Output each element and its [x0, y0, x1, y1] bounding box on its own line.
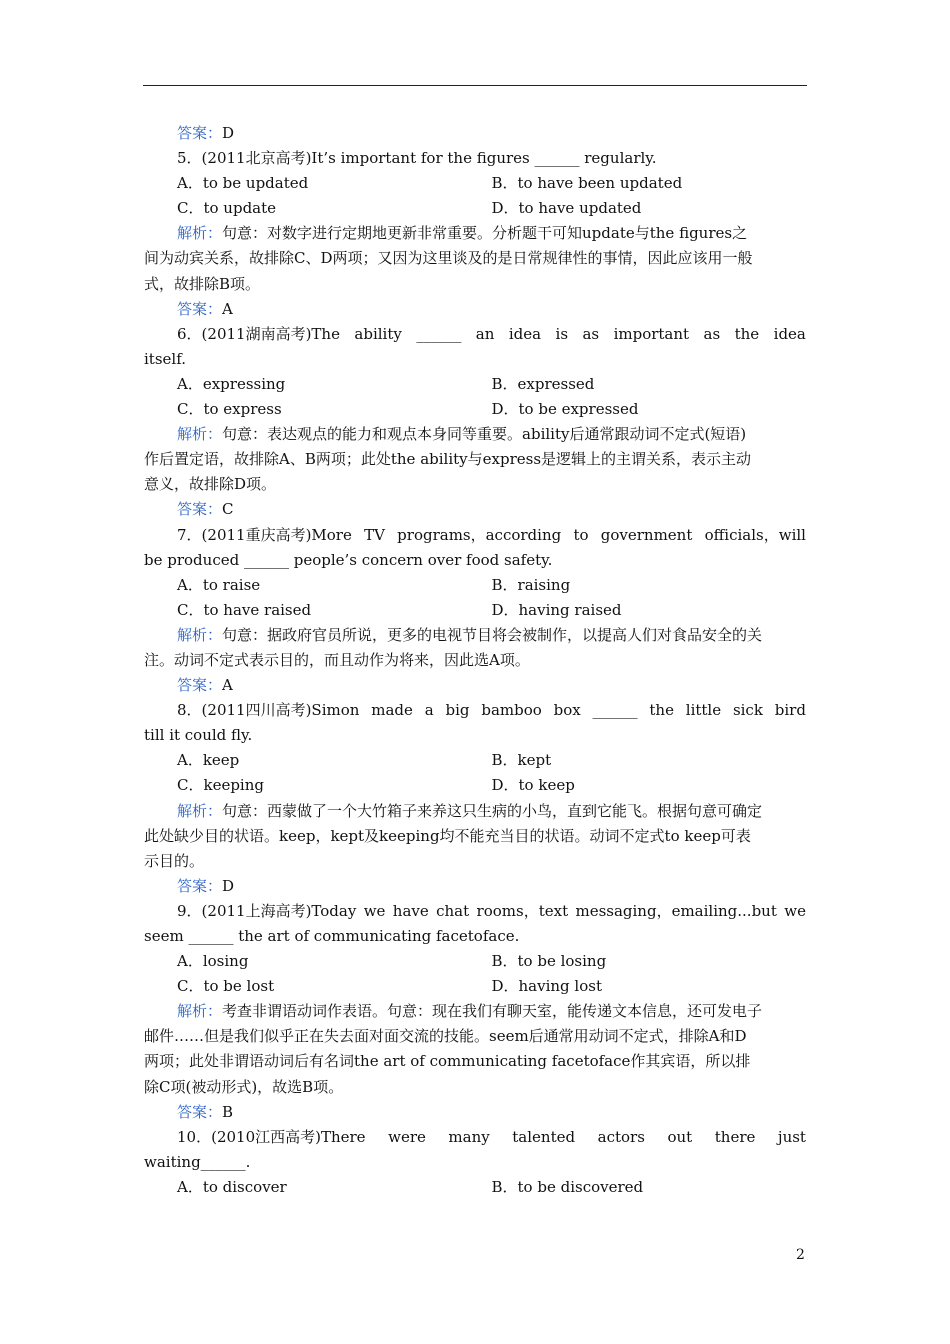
explanation-text: 句意：据政府官员所说，更多的电视节目将会被制作，以提高人们对食品安全的关: [222, 625, 763, 644]
explanation-line: [144, 472, 806, 497]
answer-value: A: [222, 299, 233, 318]
header-rule: [143, 85, 807, 86]
answer-line: [144, 1100, 806, 1125]
answer-value: D: [222, 876, 235, 895]
answer-label: 答案：: [177, 876, 223, 895]
answer-line: [144, 121, 806, 146]
answer-label: 答案：: [177, 124, 223, 142]
explanation-text: 句意：对数字进行定期地更新非常重要。分析题干可知update与the figures之: [222, 224, 748, 243]
explanation-line: [144, 849, 806, 874]
option: D．having raised: [491, 600, 622, 619]
explanation-text: 句意：西蒙做了一个大竹箱子来养这只生病的小鸟，直到它能飞。根据句意可确定: [222, 801, 763, 820]
explanation-line: [144, 1049, 806, 1074]
option-row: [144, 598, 806, 623]
explanation-text: 此处缺少目的状语。keep，kept及keeping均不能充当目的状语。动词不定式to keep可表: [144, 826, 751, 845]
question-stem: 9．(2011上海高考)Today we have chat rooms，text messaging，emailing...but we: [177, 901, 806, 920]
explanation-label: 解析：: [177, 224, 223, 243]
option: B．to be losing: [491, 952, 607, 971]
question-stem: 6．(2011湖南高考)The ability ______ an idea is as important as the idea: [177, 324, 806, 343]
option: A．to raise: [177, 575, 261, 594]
option: A．losing: [177, 952, 249, 971]
question-stem-cont: seem ______ the art of communicating facetoface.: [144, 927, 520, 945]
explanation-text: 两项；此处非谓语动词后有名词the art of communicating facetoface作其宾语，所以排: [144, 1052, 751, 1071]
option-row: [144, 196, 806, 221]
answer-label: 答案：: [177, 1102, 223, 1121]
explanation-line: [144, 1075, 806, 1100]
option-row: [144, 1175, 806, 1200]
explanation-line: [144, 648, 806, 673]
explanation-text: 作后置定语，故排除A、B两项；此处the ability与express是逻辑上的主谓关系，表示主动: [144, 450, 752, 469]
explanation-line: [144, 999, 806, 1024]
explanation-text: 间为动宾关系，故排除C、D两项；又因为这里谈及的是日常规律性的事情，因此应该用一般: [144, 249, 753, 268]
option: B．to have been updated: [491, 174, 683, 193]
explanation-line: [144, 447, 806, 472]
option-row: [144, 372, 806, 397]
option: C．keeping: [177, 776, 264, 795]
explanation-label: 解析：: [177, 801, 223, 820]
option: B．expressed: [491, 374, 595, 393]
explanation-line: [144, 221, 806, 246]
question-stem-cont: be produced ______ people’s concern over food safety.: [144, 550, 553, 569]
option-row: [144, 397, 806, 422]
answer-line: [144, 874, 806, 899]
answer-value: A: [222, 676, 233, 695]
option: C．to update: [177, 199, 277, 218]
option-row: [144, 949, 806, 974]
explanation-text: 除C项(被动形式)，故选B项。: [144, 1077, 344, 1096]
question-stem-cont: waiting______.: [144, 1152, 251, 1171]
document-body: [144, 121, 806, 1200]
question-stem: 8．(2011四川高考)Simon made a big bamboo box ______ the little sick bird: [177, 701, 806, 720]
explanation-text: 注。动词不定式表示目的，而且动作为将来，因此选A项。: [144, 650, 530, 669]
question-stem-cont: till it could fly.: [144, 726, 253, 745]
option: C．to express: [177, 400, 282, 419]
option: A．to discover: [177, 1177, 287, 1196]
explanation-text: 考查非谓语动词作表语。句意：现在我们有聊天室，能传递文本信息，还可发电子: [222, 1002, 763, 1021]
explanation-line: [144, 246, 806, 271]
option: C．to have raised: [177, 600, 312, 619]
explanation-label: 解析：: [177, 1002, 223, 1021]
question-stem: 10．(2010江西高考)There were many talented actors out there just: [177, 1127, 806, 1146]
explanation-line: [144, 799, 806, 824]
option-row: [144, 748, 806, 773]
answer-line: [144, 673, 806, 698]
question-stem: 5．(2011北京高考)It’s important for the figures ______ regularly.: [177, 149, 657, 168]
option: A．expressing: [177, 374, 286, 393]
option: B．kept: [491, 751, 552, 770]
answer-label: 答案：: [177, 299, 223, 318]
option: B．to be discovered: [491, 1177, 644, 1196]
explanation-line: [144, 623, 806, 648]
explanation-text: 邮件……但是我们似乎正在失去面对面交流的技能。seem后通常用动词不定式，排除A和D: [144, 1027, 747, 1046]
explanation-line: [144, 824, 806, 849]
explanation-text: 式，故排除B项。: [144, 274, 261, 293]
answer-line: [144, 297, 806, 322]
option-row: [144, 974, 806, 999]
option: A．to be updated: [177, 174, 309, 193]
option: D．having lost: [491, 977, 602, 996]
explanation-text: 示目的。: [144, 851, 205, 870]
answer-value: D: [222, 124, 235, 142]
question-stem: 7．(2011重庆高考)More TV programs，according to government officials，will: [177, 525, 806, 544]
page-number: 2: [796, 1247, 805, 1263]
option-row: [144, 573, 806, 598]
answer-label: 答案：: [177, 676, 223, 695]
explanation-label: 解析：: [177, 425, 223, 444]
answer-label: 答案：: [177, 500, 223, 519]
option: C．to be lost: [177, 977, 275, 996]
explanation-label: 解析：: [177, 625, 223, 644]
question-stem-cont: itself.: [144, 349, 186, 368]
option-row: [144, 773, 806, 798]
answer-value: B: [222, 1102, 234, 1121]
explanation-line: [144, 272, 806, 297]
answer-line: [144, 497, 806, 522]
explanation-line: [144, 1024, 806, 1049]
explanation-text: 句意：表达观点的能力和观点本身同等重要。ability后通常跟动词不定式(短语): [222, 425, 747, 444]
explanation-text: 意义，故排除D项。: [144, 475, 277, 494]
option: D．to be expressed: [491, 400, 639, 419]
option: D．to have updated: [491, 199, 642, 218]
option: D．to keep: [491, 776, 575, 795]
option-row: [144, 171, 806, 196]
option: B．raising: [491, 575, 571, 594]
explanation-line: [144, 422, 806, 447]
answer-value: C: [222, 500, 234, 519]
option: A．keep: [177, 751, 240, 770]
